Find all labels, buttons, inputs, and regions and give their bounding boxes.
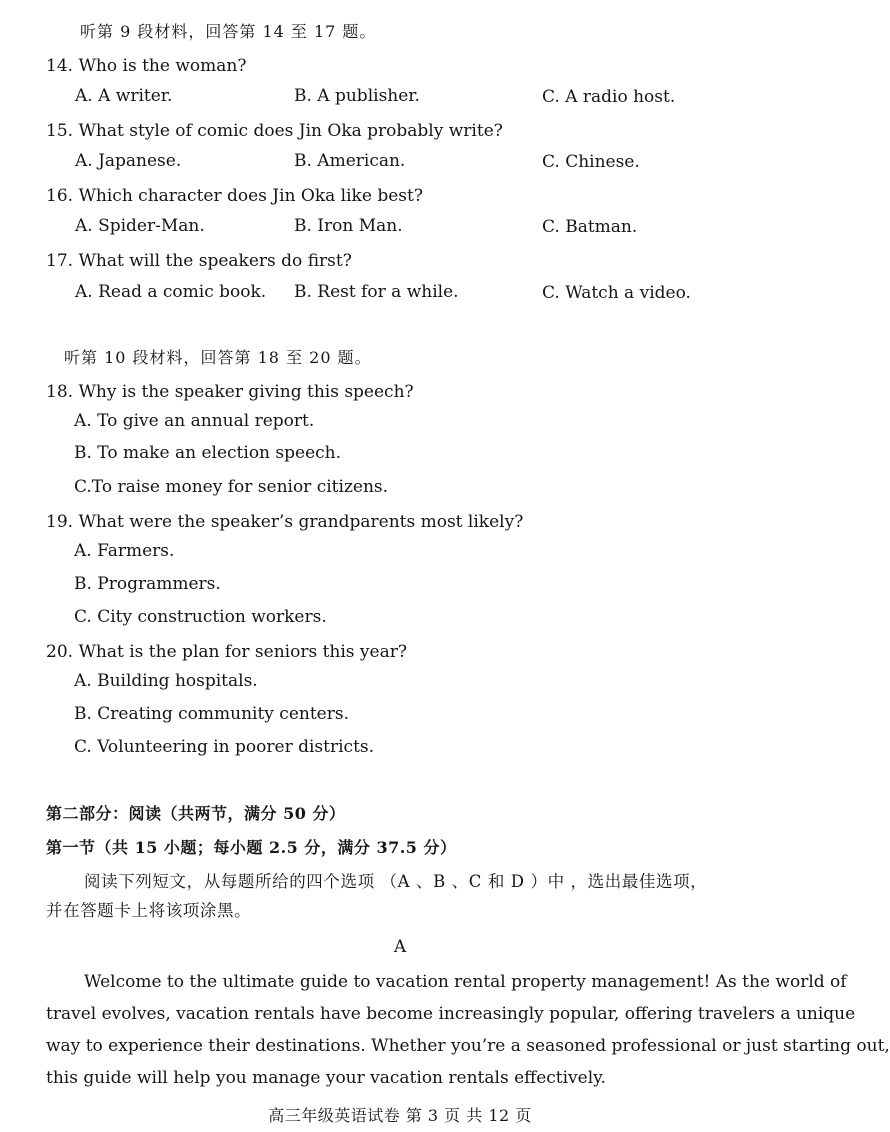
question-number: 19. — [46, 512, 74, 532]
question-18 — [46, 382, 414, 402]
question-number: 17. — [46, 251, 74, 271]
section10-instruction: 听第 10 段材料，回答第 18 至 20 题。 — [64, 348, 372, 367]
question-stem: What will the speakers do first? — [78, 251, 352, 271]
option-17a: A. Read a comic book. — [75, 282, 267, 302]
passage-line-1: Welcome to the ultimate guide to vacation rental property management! As the world of — [84, 972, 847, 992]
question-16 — [46, 186, 423, 206]
option-20b: B. Creating community centers. — [74, 704, 349, 724]
option-18b: B. To make an election speech. — [74, 443, 342, 463]
question-stem: Which character does Jin Oka like best? — [78, 186, 423, 206]
passage-line-2: travel evolves, vacation rentals have become increasingly popular, offering travelers a unique — [46, 1004, 856, 1024]
question-19 — [46, 512, 523, 532]
option-14a: A. A writer. — [75, 86, 173, 106]
question-number: 18. — [46, 382, 74, 402]
question-stem: What were the speaker’s grandparents most likely? — [78, 512, 524, 532]
option-19c: C. City construction workers. — [74, 607, 327, 627]
passage-heading: A — [393, 937, 407, 957]
question-stem: What style of comic does Jin Oka probably write? — [78, 121, 503, 141]
page-footer: 高三年级英语试卷 第 3 页 共 12 页 — [268, 1106, 532, 1125]
option-18c: C.To raise money for senior citizens. — [74, 477, 389, 497]
part2-instruction-line2: 并在答题卡上将该项涂黑。 — [46, 901, 252, 920]
option-16b: B. Iron Man. — [294, 216, 403, 236]
option-16c: C. Batman. — [542, 217, 638, 237]
question-number: 20. — [46, 642, 74, 662]
part2-title: 第二部分：阅读（共两节，满分 50 分） — [46, 804, 346, 823]
question-number: 15. — [46, 121, 74, 141]
passage-line-4: this guide will help you manage your vacation rentals effectively. — [46, 1068, 606, 1088]
part2-instruction-line1: 阅读下列短文，从每题所给的四个选项 （A 、B 、C 和 D ）中 ，选出最佳选项， — [84, 872, 708, 891]
question-stem: Who is the woman? — [78, 56, 247, 76]
option-15a: A. Japanese. — [75, 151, 182, 171]
option-20a: A. Building hospitals. — [74, 671, 258, 691]
option-19b: B. Programmers. — [74, 574, 221, 594]
option-14c: C. A radio host. — [542, 87, 676, 107]
question-20 — [46, 642, 407, 662]
option-20c: C. Volunteering in poorer districts. — [74, 737, 375, 757]
option-18a: A. To give an annual report. — [74, 411, 315, 431]
question-17 — [46, 251, 352, 271]
option-14b: B. A publisher. — [294, 86, 420, 106]
option-17c: C. Watch a video. — [542, 283, 691, 303]
option-16a: A. Spider-Man. — [75, 216, 205, 236]
option-17b: B. Rest for a while. — [294, 282, 459, 302]
option-15b: B. American. — [294, 151, 406, 171]
question-number: 16. — [46, 186, 74, 206]
question-15 — [46, 121, 503, 141]
question-14 — [46, 56, 246, 76]
question-number: 14. — [46, 56, 74, 76]
option-15c: C. Chinese. — [542, 152, 640, 172]
passage-line-3: way to experience their destinations. Whether you’re a seasoned professional or just starting out, — [46, 1036, 890, 1056]
section9-instruction: 听第 9 段材料，回答第 14 至 17 题。 — [80, 22, 377, 41]
option-19a: A. Farmers. — [74, 541, 175, 561]
question-stem: Why is the speaker giving this speech? — [78, 382, 414, 402]
part2-subtitle: 第一节（共 15 小题；每小题 2.5 分，满分 37.5 分） — [46, 838, 457, 857]
question-stem: What is the plan for seniors this year? — [78, 642, 407, 662]
